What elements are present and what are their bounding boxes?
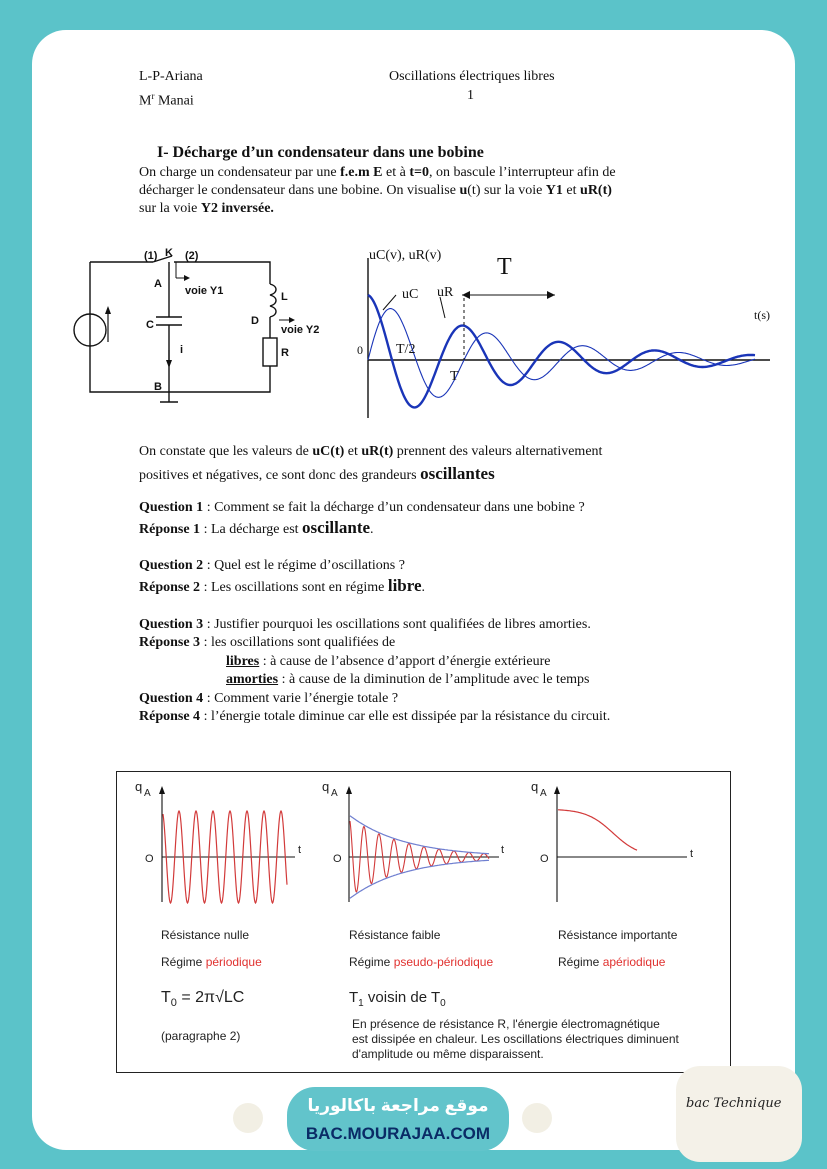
svg-text:En présence de résistance R, l: En présence de résistance R, l'énergie électromagnétique [352,1017,660,1031]
svg-text:O: O [540,853,549,865]
site-url[interactable]: BAC.MOURAJAA.COM [305,1124,491,1143]
svg-text:Régime apériodique: Régime apériodique [558,955,666,969]
svg-text:(paragraphe 2): (paragraphe 2) [161,1029,241,1043]
svg-text:t: t [501,844,505,856]
answer-3: Réponse 3 : les oscillations sont qualifiées de [139,635,396,650]
ur-curve [368,309,755,398]
answer-3-amorties: amorties : à cause de la diminution de l’amplitude avec le temps [226,672,590,687]
svg-text:O: O [333,853,342,865]
svg-text:A: A [540,788,547,799]
svg-text:voie Y2: voie Y2 [281,324,320,336]
svg-text:(1): (1) [144,250,158,262]
svg-text:q: q [135,779,143,794]
svg-text:Régime périodique: Régime périodique [161,955,262,969]
svg-text:D: D [251,315,259,327]
svg-text:T: T [497,254,512,280]
svg-text:A: A [144,788,151,799]
site-logo-left [233,1103,263,1133]
svg-text:T1 voisin de T0: $T_1$ voisin de $T_0$ [349,989,446,1009]
section-title: I- Décharge d’un condensateur dans une bobine [157,144,484,161]
answer-1: Réponse 1 : La décharge est oscillante. [139,518,374,537]
brand-stamp [676,1066,802,1162]
uc-curve [368,295,755,407]
svg-text:i: i [180,344,184,356]
svg-text:T/2: T/2 [396,342,416,357]
svg-text:0: 0 [357,343,363,357]
answer-4: Réponse 4 : l’énergie totale diminue car elle est dissipée par la résistance du circuit. [139,709,611,724]
svg-text:q: q [531,779,539,794]
svg-text:t(s): t(s) [754,308,770,322]
svg-text:Résistance importante: Résistance importante [558,928,678,942]
svg-text:(2): (2) [185,250,199,262]
svg-text:C: C [146,319,154,331]
svg-text:uC: uC [402,287,419,302]
svg-text:Régime pseudo-périodique: Régime pseudo-périodique [349,955,494,969]
svg-text:Résistance faible: Résistance faible [349,928,441,942]
svg-text:t: t [298,844,302,856]
teacher-name: $M^r$ Manai [139,91,194,109]
answer-2: Réponse 2 : Les oscillations sont en régime libre. [139,576,426,595]
svg-text:t: t [690,848,694,860]
question-1: Question 1 : Comment se fait la décharge d’un condensateur dans une bobine ? [139,500,585,515]
site-arabic-name[interactable]: موقع مراجعة باكالوريا [307,1096,489,1115]
svg-text:O: O [145,853,154,865]
question-4: Question 4 : Comment varie l’énergie totale ? [139,691,399,706]
regime-graphs [117,772,730,1072]
answer-3-libres: libres : à cause de l’absence d’apport d’énergie extérieure [226,654,551,669]
svg-text:K: K [165,247,173,259]
svg-text:est dissipée en chaleur. Les o: est dissipée en chaleur. Les oscillations électriques diminuent [352,1032,679,1046]
svg-text:voie Y1: voie Y1 [185,285,224,297]
school-name: L-P-Ariana [139,69,203,84]
site-logo-right [522,1103,552,1133]
svg-text:d'amplitude ou même disparaiss: d'amplitude ou même disparaissent. [352,1047,544,1061]
svg-text:uR: uR [437,285,454,300]
svg-text:Résistance nulle: Résistance nulle [161,928,250,942]
svg-text:B: B [154,381,162,393]
question-3: Question 3 : Justifier pourquoi les oscillations sont qualifiées de libres amorties. [139,617,591,632]
svg-text:uC(v), uR(v): uC(v), uR(v) [369,248,442,263]
svg-text:A: A [331,788,338,799]
aperiodic-curve [558,810,637,850]
intro-paragraph: On charge un condensateur par une f.e.m E et à t=0, on bascule l’interrupteur afin de décharger le condensateur dans une bobine. On visualise u(t) sur la voie Y1 et uR(t) sur la voie Y2 inversée. [139,165,616,216]
circuit-diagram [68,242,328,414]
document-title: Oscillations électriques libres [389,69,555,84]
brand-signature: bac Technique [686,1096,782,1111]
svg-text:T0 = 2π√LC: $T_0 = 2\pi√LC$ [161,989,245,1009]
svg-text:q: q [322,779,330,794]
page-number: 1 [467,88,474,103]
observation-paragraph: On constate que les valeurs de uC(t) et uR(t) prennent des valeurs alternativement positives et négatives, ce sont donc des grandeurs oscillantes [139,444,603,483]
question-2: Question 2 : Quel est le régime d’oscillations ? [139,558,405,573]
oscillation-graph [350,240,780,420]
svg-text:T: T [450,369,459,384]
svg-text:L: L [281,291,288,303]
svg-text:A: A [154,278,162,290]
svg-text:R: R [281,347,289,359]
